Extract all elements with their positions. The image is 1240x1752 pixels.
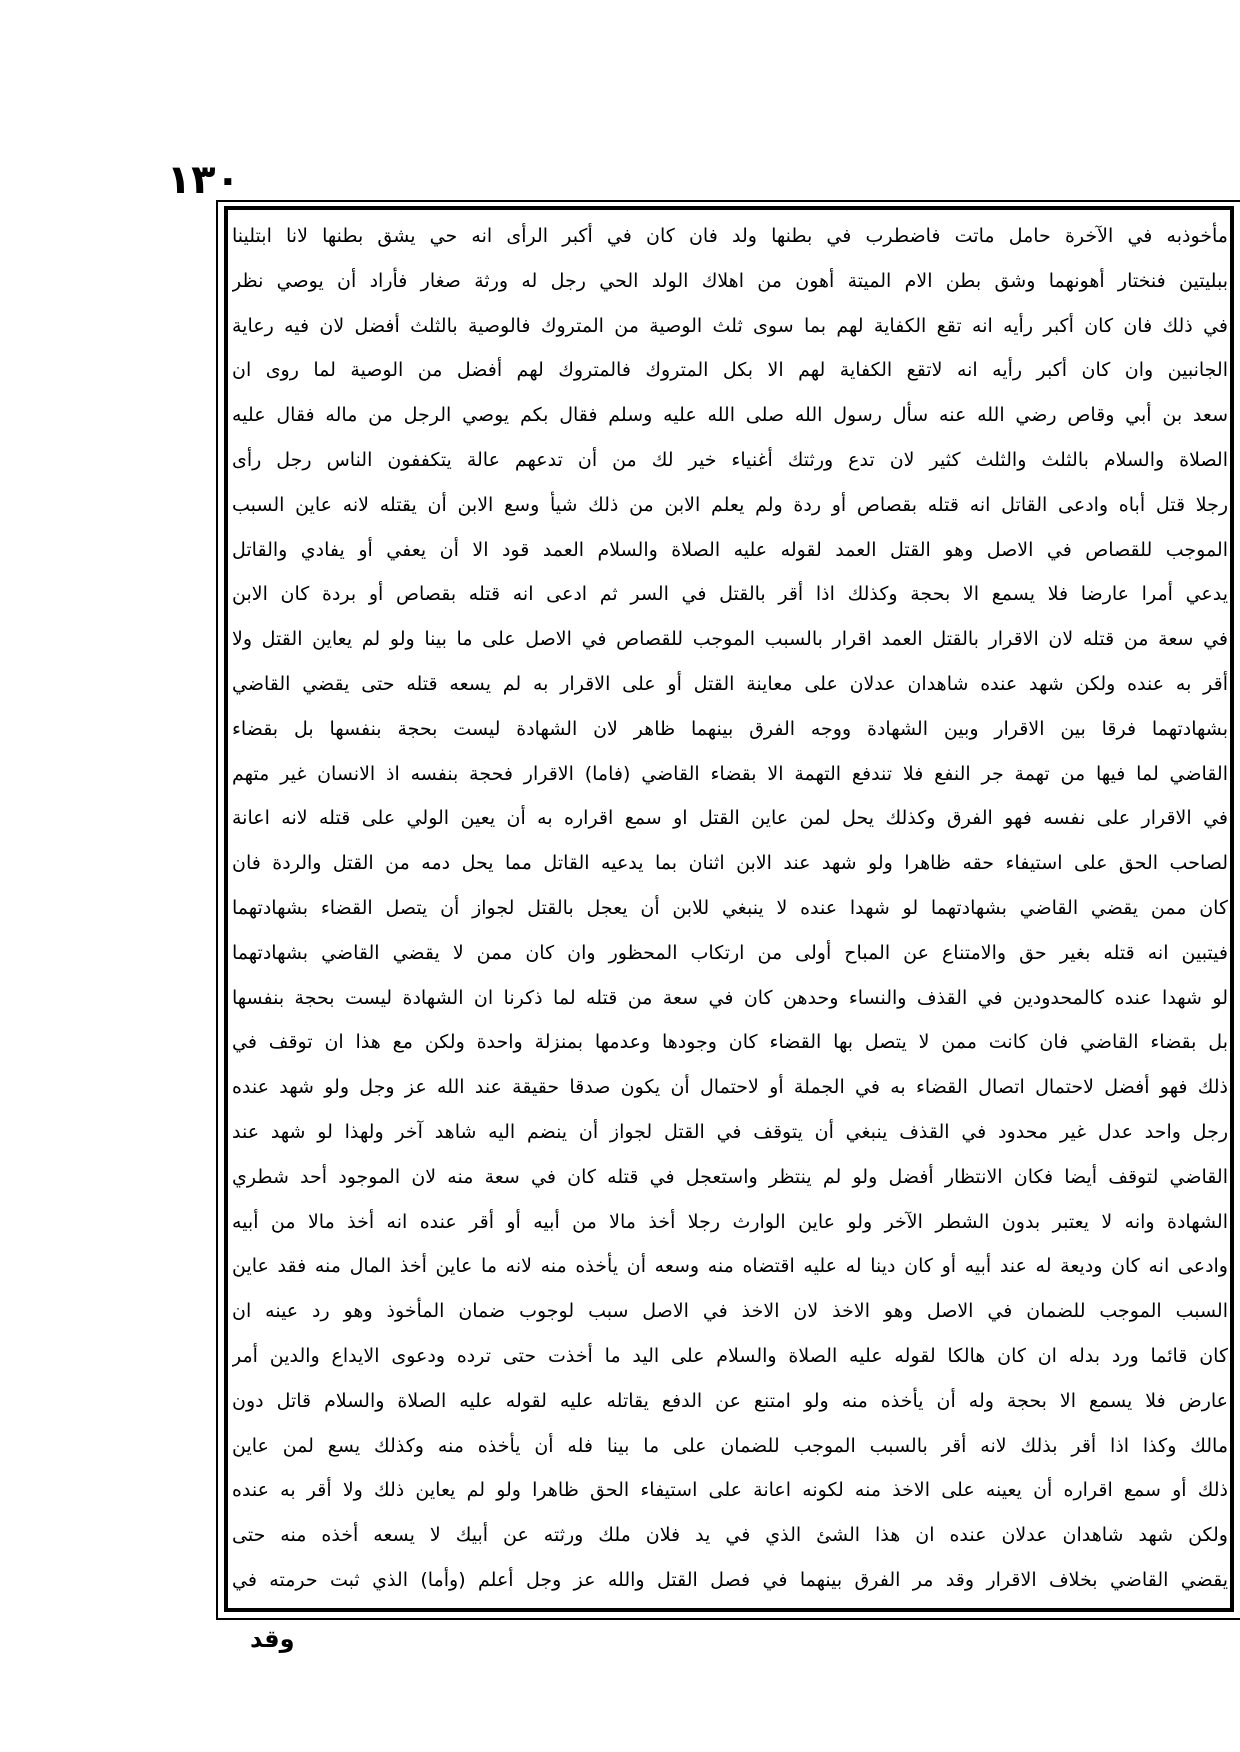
- text-line: سعد بن أبي وقاص رضي الله عنه سأل رسول الله صلى الله عليه وسلم فقال بكم يوصي الرجل من ماله فقال عليه: [232, 404, 1228, 427]
- text-line: السبب الموجب للضمان في الاصل وهو الاخذ لان الاخذ في الاصل سبب لوجوب ضمان المأخوذ وهو رد عينه ان: [232, 1300, 1228, 1323]
- text-line: القاضي لتوقف أيضا فكان الانتظار أفضل ولو لم ينتظر واستعجل في قتله كان في سعة منه لان الموجود أحد شطري: [232, 1165, 1228, 1188]
- text-line: لو شهدا عنده كالمحدودين في القذف والنساء وحدهن كان في سعة من قتله لما ذكرنا ان الشهادة ليست بحجة بنفسها: [232, 986, 1228, 1009]
- text-line: أقر به عنده ولكن شهد عنده شاهدان عدلان على معاينة القتل أو على الاقرار به لم يسعه قتله حتى يقضي القاضي: [232, 672, 1228, 695]
- text-line: كان ممن يقضي القاضي بشهادتهما لو شهدا عنده لا ينبغي للابن أن يعجل بالقتل لجواز أن يتصل القضاء بشهادتهما: [232, 896, 1228, 919]
- text-line: مأخوذبه في الآخرة حامل ماتت فاضطرب في بطنها ولد فان كان في أكبر الرأى انه حي يشق بطنها لانا ابتلينا: [232, 225, 1228, 247]
- text-line: الموجب للقصاص في الاصل وهو القتل العمد لقوله عليه الصلاة والسلام العمد قود الا أن يعفي أو يفادي والقاتل: [232, 538, 1228, 561]
- text-line: بشهادتهما فرقا بين الاقرار وبين الشهادة ووجه الفرق بينهما ظاهر لان الشهادة ليست بحجة بنفسها بل بقضاء: [232, 717, 1228, 740]
- text-line: رجل واحد عدل غير محدود في القذف ينبغي أن يتوقف في القتل لجواز أن ينضم اليه شاهد آخر ولهذا لو شهد عند: [232, 1120, 1228, 1143]
- text-body: [232, 214, 1228, 1604]
- text-line: الجانبين وان كان أكبر رأيه انه لاتقع الكفاية لهم الا بكل المتروك فالمتروك لهم أفضل من الوصية لما روى ان: [232, 359, 1228, 382]
- text-line: بل بقضاء القاضي فان كانت ممن لا يتصل بها القضاء كان وجودها وعدمها بمنزلة واحدة ولكن مع هذا ان توقف في: [232, 1031, 1228, 1054]
- text-line: القاضي لما فيها من تهمة جر النفع فلا تندفع التهمة الا بقضاء القاضي (فاما) الاقرار فحجة بنفسه اذ الانسان غير متهم: [232, 762, 1228, 785]
- text-line: في سعة من قتله لان الاقرار بالقتل العمد اقرار بالسبب الموجب للقصاص في الاصل على ما بينا ولو لم يعاين القتل ولا: [232, 628, 1228, 651]
- page-number: ١٣٠: [166, 157, 240, 203]
- text-line: في الاقرار على نفسه فهو الفرق وكذلك يحل لمن عاين القتل او سمع اقراره به أن يعين الولي على قتله لانه اعانة: [232, 807, 1228, 830]
- catchword: وقد: [250, 1625, 295, 1653]
- text-line: الصلاة والسلام بالثلث والثلث كثير لان تدع ورثتك أغنياء خير لك من أن تدعهم عالة يتكففون الناس رجل رأى: [232, 448, 1228, 471]
- text-line: عارض فلا يسمع الا بحجة وله أن يأخذه منه ولو امتنع عن الدفع يقاتله عليه لقوله عليه الصلاة والسلام قاتل دون: [232, 1389, 1228, 1412]
- text-line: ذلك فهو أفضل لاحتمال اتصال القضاء به في الجملة أو لاحتمال أن يكون صدقا حقيقة عند الله عز وجل ولو شهد عنده: [232, 1076, 1228, 1099]
- text-line: في ذلك فان كان أكبر رأيه انه تقع الكفاية لهم بما سوى ثلث الوصية من المتروك فالوصية بالثلث أفضل لان فيه رعاية: [232, 314, 1228, 337]
- text-line: رجلا قتل أباه وادعى القاتل انه قتله بقصاص أو ردة ولم يعلم الابن من ذلك شيأ وسع الابن أن يقتله لانه عاين السبب: [232, 493, 1228, 516]
- text-line: يدعي أمرا عارضا فلا يسمع الا بحجة وكذلك اذا أقر بالقتل في السر ثم ادعى انه قتله بقصاص أو بردة كان الابن: [232, 583, 1228, 606]
- text-line: لصاحب الحق على استيفاء حقه ظاهرا ولو شهد عند الابن اثنان بما يدعيه القاتل مما يحل دمه من القتل والردة فان: [232, 852, 1228, 875]
- text-line: فيتبين انه قتله بغير حق والامتناع عن المباح أولى من ارتكاب المحظور وان كان ممن لا يقضي القاضي بشهادتهما: [232, 941, 1228, 964]
- text-line: وادعى انه كان وديعة له عند أبيه أو كان دينا له عليه اقتضاه منه وسعه أن يأخذه منه لانه ما عاين أخذ المال منه فقد عاين: [232, 1255, 1228, 1278]
- text-line: [232, 1603, 1228, 1604]
- text-line: الشهادة وانه لا يعتبر بدون الشطر الآخر ولو عاين الوارث رجلا أخذ مالا من أبيه أو أقر عنده انه أخذ مالا من أبيه: [232, 1210, 1228, 1233]
- text-line: مالك وكذا اذا أقر بذلك لانه أقر بالسبب الموجب للضمان على ما بينا فله أن يأخذه منه وكذلك يسع لمن عاين: [232, 1434, 1228, 1457]
- text-line: ذلك أو سمع اقراره أن يعينه على الاخذ منه لكونه اعانة على استيفاء الحق ظاهرا ولو لم يعاين ذلك ولا أقر به عنده: [232, 1479, 1228, 1502]
- text-line: ببليتين فنختار أهونهما وشق بطن الام الميتة أهون من اهلاك الولد الحي رجل له ورثة صغار فأراد أن يوصي نظر: [232, 269, 1228, 292]
- text-line: ولكن شهد شاهدان عدلان عنده ان هذا الشئ الذي في يد فلان ملك ورثته عن أبيك لا يسعه أخذه منه حتى: [232, 1524, 1228, 1547]
- text-line: يقضي القاضي بخلاف الاقرار وقد مر الفرق بينهما في فصل القتل والله عز وجل أعلم (وأما) الذي ثبت حرمته في: [232, 1568, 1228, 1591]
- text-line: كان قائما ورد بدله ان كان هالكا لقوله عليه الصلاة والسلام على اليد ما أخذت حتى ترده ودعوى الايداع والدين أمر: [232, 1344, 1228, 1367]
